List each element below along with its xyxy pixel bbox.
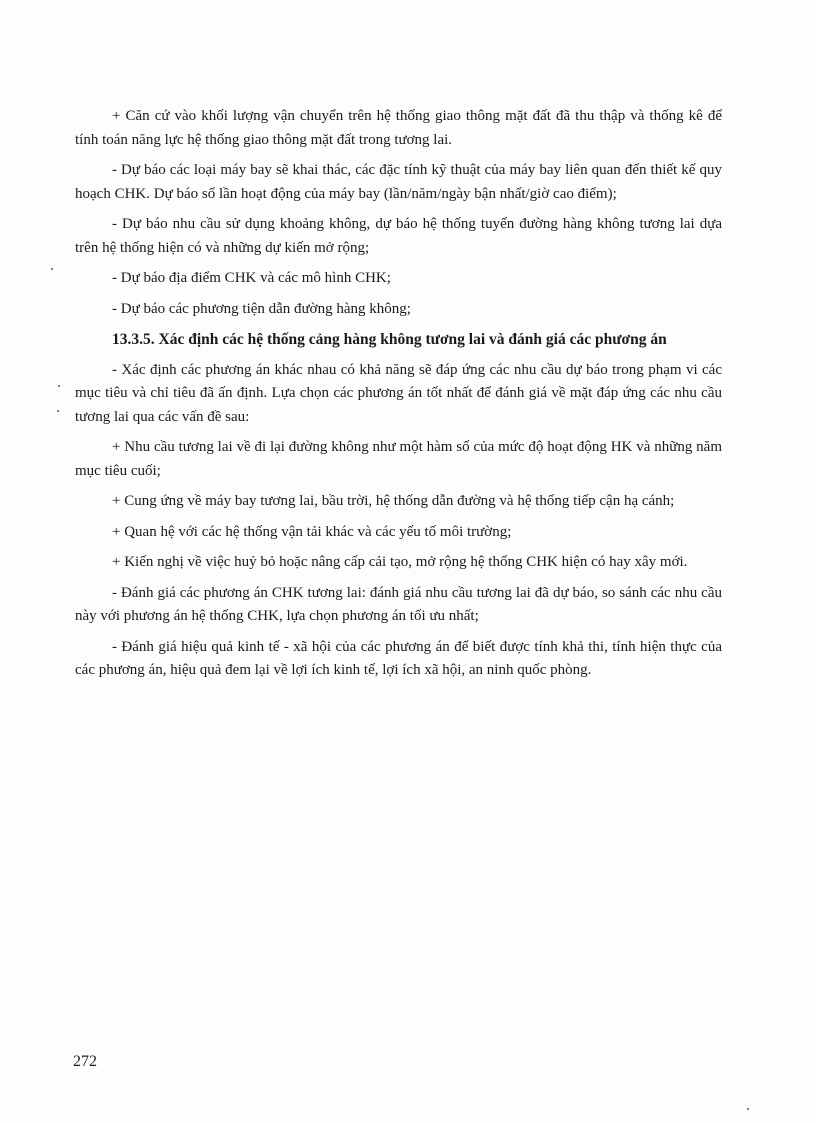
page-number: 272 [73, 1053, 97, 1070]
section-heading: 13.3.5. Xác định các hệ thống cảng hàng không tương lai và đánh giá các phương án [112, 331, 667, 348]
paragraph: + Cung ứng về máy bay tương lai, bầu trời, hệ thống dẫn đường và hệ thống tiếp cận hạ cánh; [112, 493, 675, 509]
scan-speck [51, 268, 53, 270]
page-body [75, 105, 722, 690]
paragraph: + Nhu cầu tương lai về đi lại đường không như một hàm số của mức độ hoạt động HK và những năm mục tiêu cuối; [75, 439, 722, 479]
paragraph: - Đánh giá hiệu quả kinh tế - xã hội của các phương án để biết được tính khả thi, tính hiện thực của các phương án, hiệu quả đem lại về lợi ích kinh tế, lợi ích xã hội, an ninh quốc phòng. [75, 638, 722, 678]
paragraph: + Căn cứ vào khối lượng vận chuyển trên hệ thống giao thông mặt đất đã thu thập và thống kê để tính toán năng lực hệ thống giao thông mặt đất trong tương lai. [75, 108, 722, 148]
paragraph: - Xác định các phương án khác nhau có khả năng sẽ đáp ứng các nhu cầu dự báo trong phạm vi các mục tiêu và chỉ tiêu đã ấn định. Lựa chọn các phương án tốt nhất để đánh giá về mặt đáp ứng các nhu cầu tương lai qua các vấn đề sau: [75, 361, 722, 425]
paragraph: + Quan hệ với các hệ thống vận tải khác và các yếu tố môi trường; [112, 523, 512, 540]
paragraph: - Dự báo các phương tiện dẫn đường hàng không; [112, 300, 411, 317]
scan-speck [747, 1108, 749, 1110]
paragraph: - Dự báo các loại máy bay sẽ khai thác, các đặc tính kỹ thuật của máy bay liên quan đến thiết kế quy hoạch CHK. Dự báo số lần hoạt động của máy bay (lần/năm/ngày bận nhất/giờ cao điểm); [75, 162, 722, 202]
paragraph: - Dự báo nhu cầu sử dụng khoảng không, dự báo hệ thống tuyến đường hàng không tương lai dựa trên hệ thống hiện có và những dự kiến mở rộng; [75, 216, 722, 256]
paragraph: - Đánh giá các phương án CHK tương lai: đánh giá nhu cầu tương lai đã dự báo, so sánh các nhu cầu này với phương án hệ thống CHK, lựa chọn phương án tối ưu nhất; [75, 584, 722, 624]
scan-speck [57, 410, 59, 412]
scan-speck [58, 385, 60, 387]
paragraph: + Kiến nghị về việc huỷ bỏ hoặc nâng cấp cải tạo, mở rộng hệ thống CHK hiện có hay xây mới. [112, 554, 688, 570]
paragraph: - Dự báo địa điểm CHK và các mô hình CHK; [112, 270, 391, 286]
